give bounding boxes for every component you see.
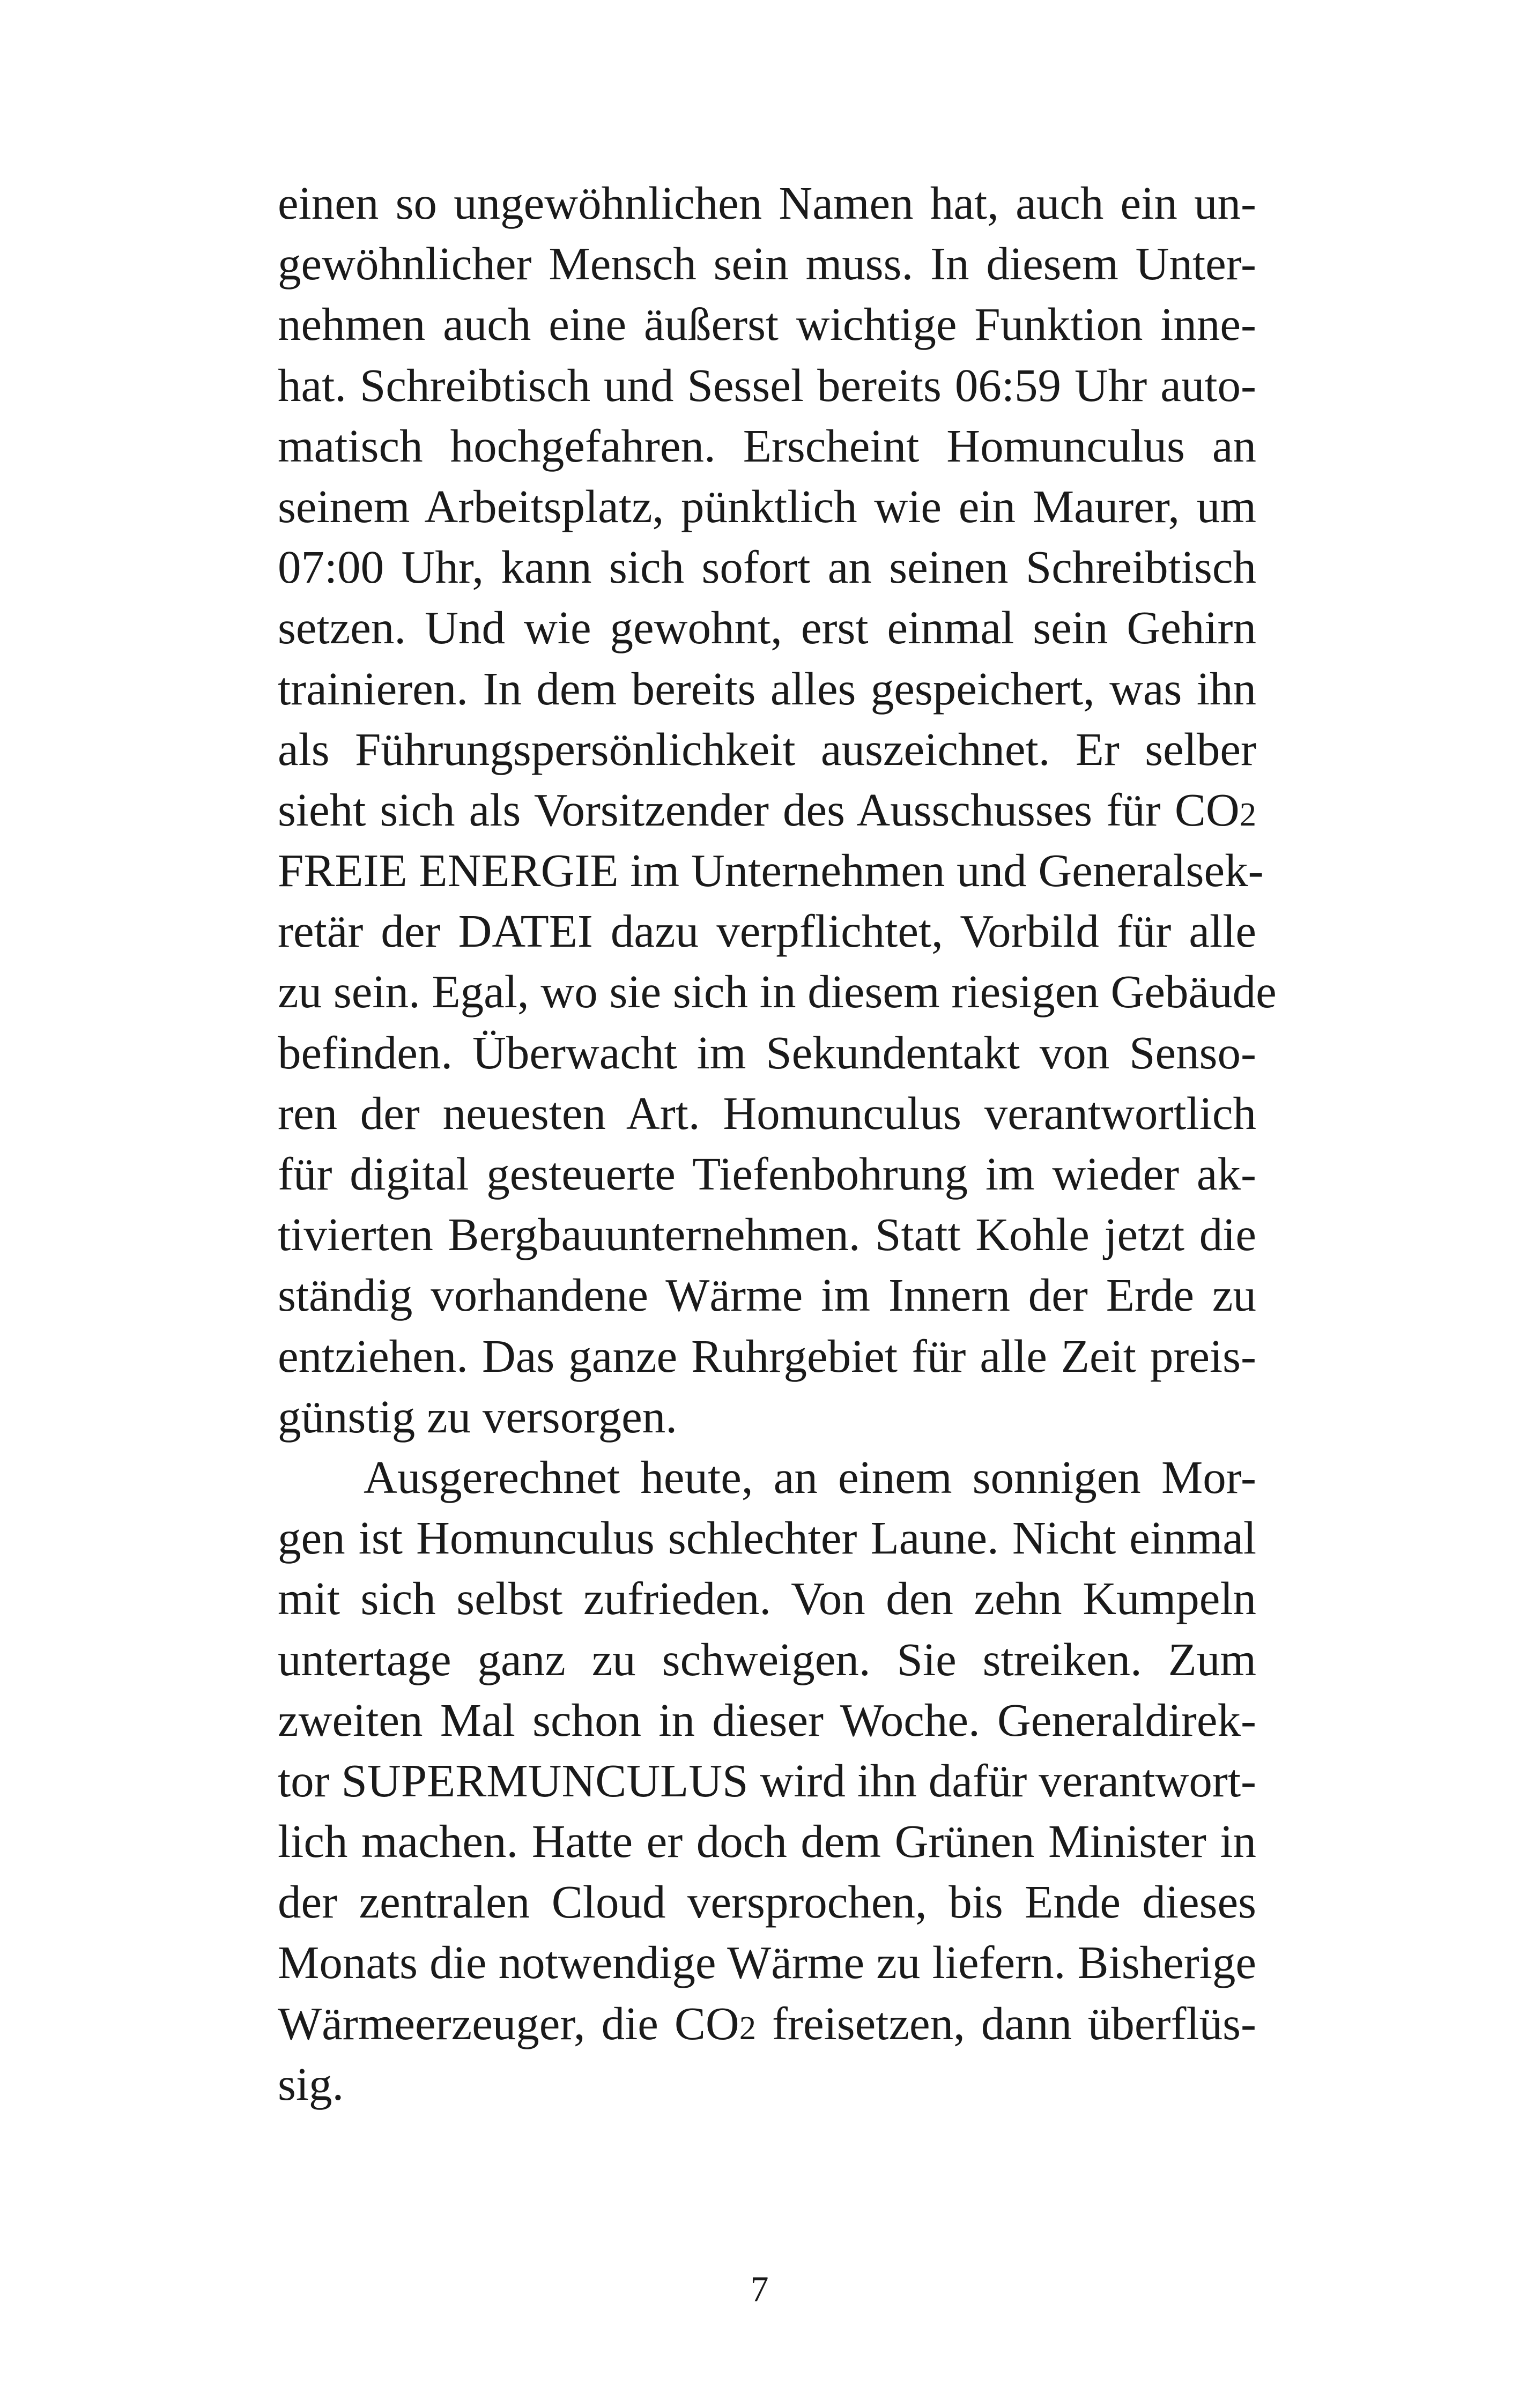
text-line: Wärmeerzeuger, die CO2 freisetzen, dann überflüs- (278, 1997, 1256, 2049)
text-line: gen ist Homunculus schlechter Laune. Nicht einmal (278, 1512, 1256, 1564)
text-line: 07:00 Uhr, kann sich sofort an seinen Schreibtisch (278, 541, 1256, 593)
text-line: sig. (278, 2057, 344, 2110)
text-line: für digital gesteuerte Tiefenbohrung im wieder ak- (278, 1148, 1256, 1200)
page-number: 7 (750, 2269, 769, 2309)
text-line: Monats die notwendige Wärme zu liefern. Bisherige (278, 1936, 1256, 1989)
text-line: untertage ganz zu schweigen. Sie streiken. Zum (278, 1633, 1256, 1685)
text-line: zu sein. Egal, wo sie sich in diesem riesigen Gebäude (278, 965, 1277, 1018)
text-line: zweiten Mal schon in dieser Woche. Generaldirek- (278, 1693, 1256, 1746)
page-body (278, 173, 1277, 2114)
text-line: tivierten Bergbauunternehmen. Statt Kohle jetzt die (278, 1208, 1256, 1261)
text-line: seinem Arbeitsplatz, pünktlich wie ein Maurer, um (278, 480, 1256, 532)
paragraph-2 (278, 1447, 1256, 2114)
text-line: Ausgerechnet heute, an einem sonnigen Mor- (364, 1451, 1256, 1503)
text-line: hat. Schreibtisch und Sessel bereits 06:59 Uhr auto- (278, 359, 1256, 411)
text-line: günstig zu versorgen. (278, 1390, 678, 1443)
text-line: trainieren. In dem bereits alles gespeichert, was ihn (278, 662, 1256, 715)
text-line: FREIE ENERGIE im Unternehmen und Generalsek- (278, 844, 1264, 897)
text-line: gewöhnlicher Mensch sein muss. In diesem Unter- (278, 237, 1256, 290)
text-line: tor SUPERMUNCULUS wird ihn dafür verantwort- (278, 1754, 1256, 1807)
text-line: der zentralen Cloud versprochen, bis Ende dieses (278, 1876, 1256, 1928)
text-line: lich machen. Hatte er doch dem Grünen Minister in (278, 1815, 1256, 1868)
text-line: befinden. Überwacht im Sekundentakt von Senso- (278, 1026, 1256, 1079)
text-line: retär der DATEI dazu verpflichtet, Vorbild für alle (278, 905, 1256, 957)
text-line: ren der neuesten Art. Homunculus verantwortlich (278, 1087, 1256, 1139)
text-line: entziehen. Das ganze Ruhrgebiet für alle Zeit preis- (278, 1329, 1256, 1382)
text-line: nehmen auch eine äußerst wichtige Funktion inne- (278, 298, 1256, 351)
text-line: einen so ungewöhnlichen Namen hat, auch ein un- (278, 177, 1256, 229)
paragraph-1 (278, 173, 1277, 1447)
text-line: matisch hochgefahren. Erscheint Homunculus an (278, 419, 1256, 472)
text-line: setzen. Und wie gewohnt, erst einmal sein Gehirn (278, 601, 1256, 654)
text-line: als Führungspersönlichkeit auszeichnet. Er selber (278, 723, 1256, 775)
text-line: ständig vorhandene Wärme im Innern der Erde zu (278, 1269, 1256, 1321)
text-line: sieht sich als Vorsitzender des Ausschusses für CO2 (278, 783, 1256, 836)
text-line: mit sich selbst zufrieden. Von den zehn Kumpeln (278, 1572, 1256, 1625)
